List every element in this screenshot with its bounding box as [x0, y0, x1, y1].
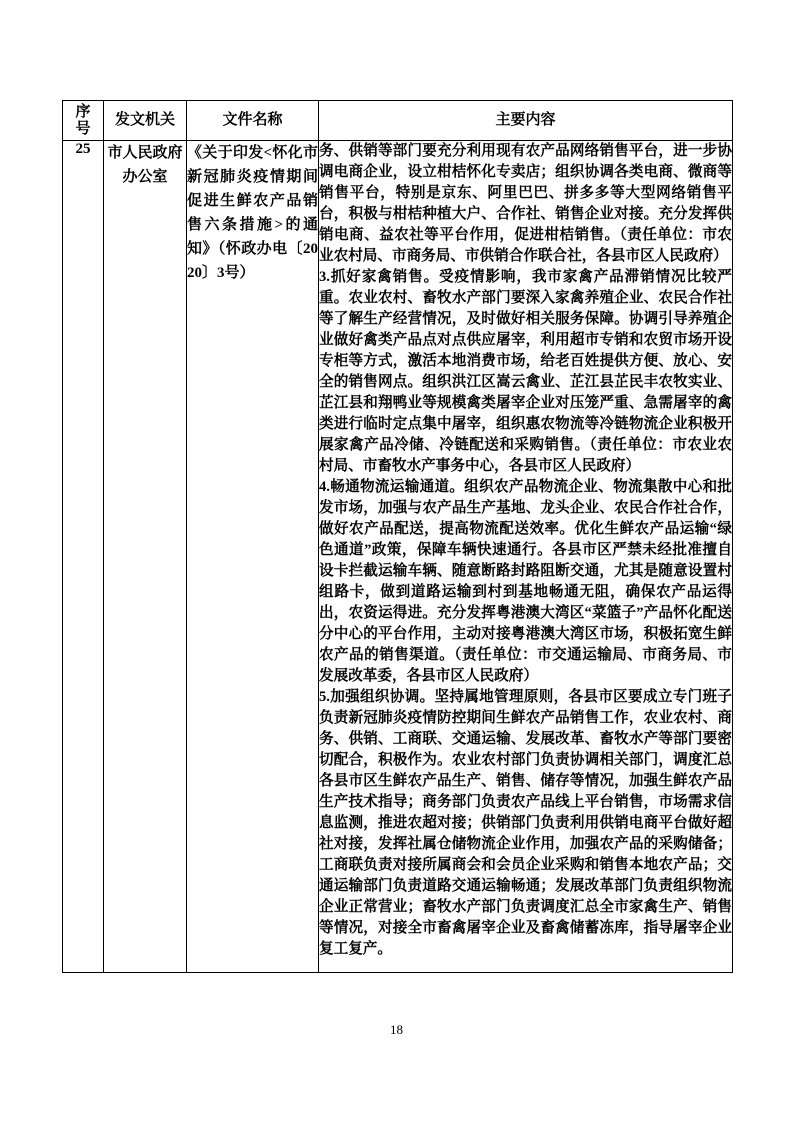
header-index-label: 序号 [75, 103, 91, 137]
table-header-row [63, 101, 733, 141]
document-table [62, 100, 733, 973]
header-cell-document-name [187, 101, 319, 141]
row-index-value: 25 [75, 141, 91, 157]
table-row [63, 141, 733, 973]
content-paragraph: 3.抓好家禽销售。受疫情影响，我市家禽产品滞销情况比较严重。农业农村、畜牧水产部门要深入家禽养殖企业、农民合作社等了解生产经营情况，及时做好相关服务保障。协调引导养殖企业做好禽类产品点对点供应屠宰，利用超市专销和农贸市场开设专柜等方式，激活本地消费市场，给老百姓提供方便、放心、安全的销售网点。组织洪江区嵩云禽业、芷江县芷民丰农牧实业、芷江县和翔鸭业等规模禽类屠宰企业对压笼严重、急需屠宰的禽类进行临时定点集中屠宰，组织惠农物流等冷链物流企业积极开展家禽产品冷储、冷链配送和采购销售。（责任单位：市农业农村局、市畜牧水产事务中心，各县市区人民政府） [319, 269, 732, 474]
issuing-agency-value: 市人民政府办公室 [107, 145, 183, 185]
content-paragraph: 5.加强组织协调。坚持属地管理原则，各县市区要成立专门班子负责新冠肺炎疫情防控期间生鲜农产品销售工作，农业农村、商务、供销、工商联、交通运输、发展改革、畜牧水产等部门要密切配合，积极作为。农业农村部门负责协调相关部门，调度汇总各县市区生鲜农产品生产、销售、储存等情况，加强生鲜农产品生产技术指导；商务部门负责农产品线上平台销售，市场需求信息监测，推进农超对接；供销部门负责利用供销电商平台做好超社对接，发挥社属仓储物流企业作用，加强农产品的采购储备；工商联负责对接所属商会和会员企业采购和销售本地农产品；交通运输部门负责道路交通运输畅通；发展改革部门负责组织物流企业正常营业；畜牧水产部门负责调度汇总全市家禽生产、销售等情况，对接全市畜禽屠宰企业及畜禽储蓄冻库，指导屠宰企业复工复产。 [319, 689, 732, 957]
header-agency-label: 发文机关 [114, 112, 175, 128]
content-paragraph: 务、供销等部门要充分利用现有农产品网络销售平台，进一步协调电商企业，设立柑桔怀化专卖店；组织协调各类电商、微商等销售平台，特别是京东、阿里巴巴、拼多多等大型网络销售平台，积极与柑桔种植大户、合作社、销售企业对接。充分发挥供销电商、益农社等平台作用，促进柑桔销售。（责任单位：市农业农村局、市商务局、市供销合作联合社，各县市区人民政府） [319, 143, 732, 264]
page-number: 18 [390, 1022, 403, 1037]
header-cell-index [63, 101, 104, 141]
main-content-cell [319, 141, 733, 973]
header-cell-main-content [319, 101, 733, 141]
content-paragraph: 4.畅通物流运输通道。组织农产品物流企业、物流集散中心和批发市场，加强与农产品生产基地、龙头企业、农民合作社合作，做好农产品配送，提高物流配送效率。优化生鲜农产品运输“绿色通道”政策，保障车辆快速通行。各县市区严禁未经批准擅自设卡拦截运输车辆、随意断路封路阻断交通，尤其是随意设置村组路卡，做到道路运输到村到基地畅通无阻，确保农产品运得出，农资运得进。充分发挥粤港澳大湾区“菜篮子”产品怀化配送分中心的平台作用，主动对接粤港澳大湾区市场，积极拓宽生鲜农产品的销售渠道。（责任单位：市交通运输局、市商务局、市发展改革委，各县市区人民政府） [319, 479, 732, 684]
row-index-cell [63, 141, 104, 973]
header-main-content-label: 主要内容 [495, 112, 556, 128]
header-cell-agency [104, 101, 187, 141]
document-title-value: 《关于印发<怀化市新冠肺炎疫情期间促进生鲜农产品销售六条措施>的通知》（怀政办电〔2020〕3号） [187, 145, 318, 281]
header-document-name-label: 文件名称 [222, 112, 283, 128]
issuing-agency-cell [104, 141, 187, 973]
document-title-cell [187, 141, 319, 973]
